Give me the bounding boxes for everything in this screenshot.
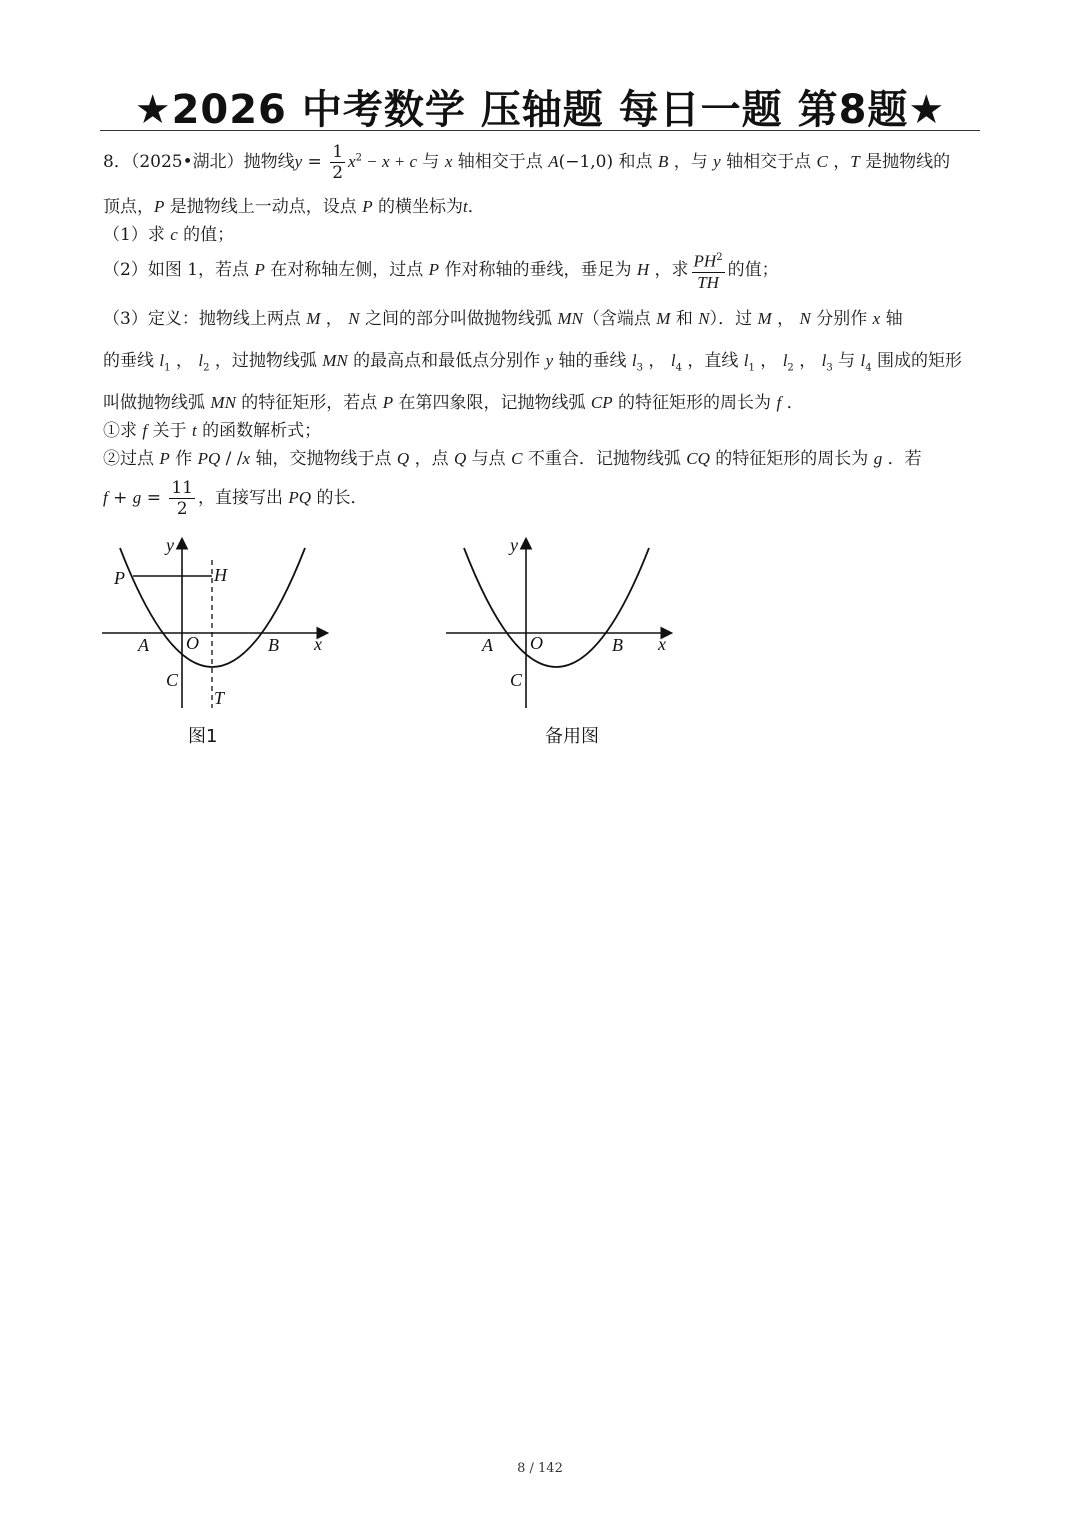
label-y: y: [510, 535, 518, 555]
problem-subpart-2: ②过点 P 作 PQ / /x 轴，交抛物线于点 Q ，点 Q 与点 C 不重合．记抛物线弧 CQ 的特征矩形的周长为 g ．若: [103, 449, 922, 469]
page-number: 8 / 142: [517, 1461, 563, 1476]
label-t: T: [214, 688, 225, 708]
problem-line-7: 叫做抛物线弧 MN 的特征矩形，若点 P 在第四象限，记抛物线弧 CP 的特征矩形的周长为 f ．: [103, 393, 804, 413]
fraction-eleven-halves: $\frac{11}{2}$: [171, 478, 193, 519]
problem-line-1: 8．（2025•湖北）抛物线y = $\frac{1}{2}$ $x^2 - x + c$ 与 x 轴相交于点 A(−1,0) 和点 B ，与 y 轴相交于点 C ，T 是抛物线的: [103, 142, 951, 183]
problem-part-3: （3）定义：抛物线上两点 M ， N 之间的部分叫做抛物线弧 MN（含端点 M 和 N）．过 M ， N 分别作 x 轴: [103, 309, 903, 329]
fraction-one-half: $\frac{1}{2}$: [332, 142, 344, 183]
problem-part-1: （1）求 c 的值；: [103, 225, 235, 245]
label-c: C: [166, 670, 179, 690]
figure-1-caption: 图1: [188, 726, 218, 747]
problem-line-6: 的垂线 $l_1$ ， $l_2$ ，过抛物线弧 MN 的最高点和最低点分别作 y 轴的垂线 $l_3$ ， $l_4$ ，直线 $l_1$ ， $l_2$ ， $l_3$ 与 $l_4$ 围成的矩形: [103, 351, 963, 374]
page-title: ★2026 中考数学 压轴题 每日一题 第8题★: [134, 87, 946, 133]
label-c: C: [510, 670, 523, 690]
label-p: P: [114, 568, 125, 588]
label-b: B: [268, 635, 279, 655]
label-o: O: [186, 633, 199, 653]
label-o: O: [530, 633, 543, 653]
label-a: A: [482, 635, 493, 655]
problem-line-10: f + g = $\frac{11}{2}$ ，直接写出 PQ 的长．: [103, 478, 368, 519]
backup-figure-diagram: [444, 530, 684, 710]
label-b: B: [612, 635, 623, 655]
backup-figure-caption: 备用图: [545, 726, 599, 747]
label-a: A: [138, 635, 149, 655]
figure-1-diagram: [100, 530, 340, 710]
fraction-ph-squared-over-th: $\frac{PH^2}{TH}$: [692, 248, 725, 293]
label-h: H: [214, 565, 227, 585]
label-x: x: [314, 634, 322, 654]
label-y: y: [166, 535, 174, 555]
problem-part-2: （2）如图 1，若点 P 在对称轴左侧，过点 P 作对称轴的垂线，垂足为 H ，求 $\frac{PH^2}{TH}$ 的值；: [103, 248, 779, 293]
problem-line-2: 顶点，P 是抛物线上一动点，设点 P 的横坐标为t．: [103, 197, 485, 217]
label-x: x: [658, 634, 666, 654]
problem-subpart-1: ①求 f 关于 t 的函数解析式；: [103, 421, 322, 441]
title-divider: [100, 130, 980, 131]
